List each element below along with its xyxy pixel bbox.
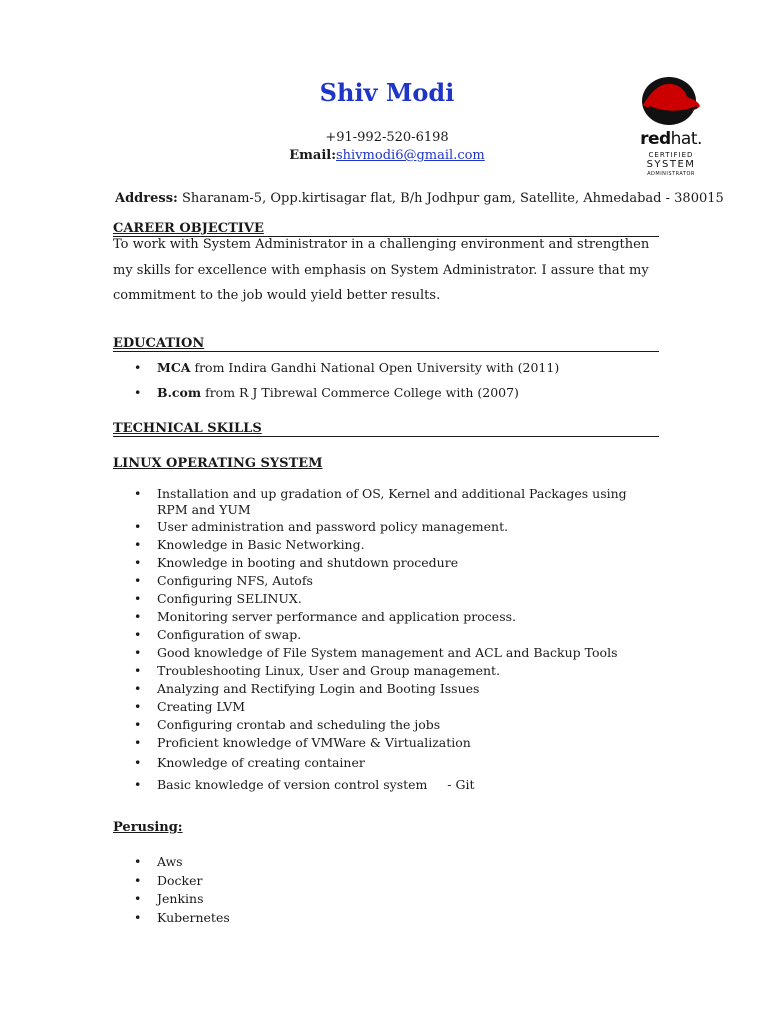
career-objective-text: To work with System Administrator in a challenging environment and strengthen my skills for excellence with emphasis on System Administrator. I assure that my commitment to the job would yield better results. (113, 237, 650, 303)
list-item: • B.com from R J Tibrewal Commerce College with (2007) (113, 380, 663, 405)
address-value: Sharanam-5, Opp.kirtisagar flat, B/h Jodhpur gam, Satellite, Ahmedabad - 380015 (181, 191, 724, 206)
perusing-list (113, 853, 663, 927)
address-label: Address: (115, 191, 178, 206)
list-item: • Knowledge in booting and shutdown procedure (113, 554, 663, 572)
email-link[interactable]: shivmodi6@gmail.com (336, 148, 485, 163)
redhat-shadowman-icon (637, 75, 705, 127)
list-item: • Troubleshooting Linux, User and Group management. (113, 662, 663, 680)
list-item: • Proficient knowledge of VMWare & Virtualization (113, 734, 663, 752)
list-item: • User administration and password policy management. (113, 518, 663, 536)
list-item: • Monitoring server performance and application process. (113, 608, 663, 626)
list-item: • Creating LVM (113, 698, 663, 716)
list-item: • Docker (113, 872, 663, 891)
list-item: • Analyzing and Rectifying Login and Booting Issues (113, 680, 663, 698)
linux-skills-list (113, 486, 663, 796)
list-item: • Knowledge in Basic Networking. (113, 536, 663, 554)
phone-number: +91-992-520-6198 (325, 130, 449, 145)
administrator-text: ADMINISTRATOR (647, 171, 695, 177)
candidate-name: Shiv Modi (319, 78, 455, 107)
list-item: • Kubernetes (113, 909, 663, 928)
list-item: • Aws (113, 853, 663, 872)
list-item: • Good knowledge of File System management and ACL and Backup Tools (113, 644, 663, 662)
perusing-heading: Perusing: (113, 820, 183, 835)
list-item: • Jenkins (113, 890, 663, 909)
linux-os-subheading: LINUX OPERATING SYSTEM (113, 456, 323, 471)
list-item: • Installation and up gradation of OS, Kernel and additional Packages using RPM and YUM (113, 486, 663, 518)
list-item: • Knowledge of creating container (113, 752, 663, 774)
list-item: • Configuration of swap. (113, 626, 663, 644)
email-label: Email: (289, 148, 337, 163)
education-heading: EDUCATION (113, 336, 659, 352)
list-item: • Configuring SELINUX. (113, 590, 663, 608)
education-list (113, 355, 663, 405)
address-line (115, 191, 724, 206)
career-objective-heading: CAREER OBJECTIVE (113, 221, 659, 237)
redhat-wordmark: redhat. (640, 129, 702, 149)
certified-text: CERTIFIED (648, 151, 694, 159)
system-text: SYSTEM (646, 159, 696, 170)
technical-skills-heading: TECHNICAL SKILLS (113, 421, 659, 437)
list-item: • Configuring NFS, Autofs (113, 572, 663, 590)
list-item: • Configuring crontab and scheduling the jobs (113, 716, 663, 734)
list-item: • Basic knowledge of version control system - Git (113, 774, 663, 796)
list-item: • MCA from Indira Gandhi National Open University with (2011) (113, 355, 663, 380)
redhat-certified-logo (637, 75, 705, 183)
